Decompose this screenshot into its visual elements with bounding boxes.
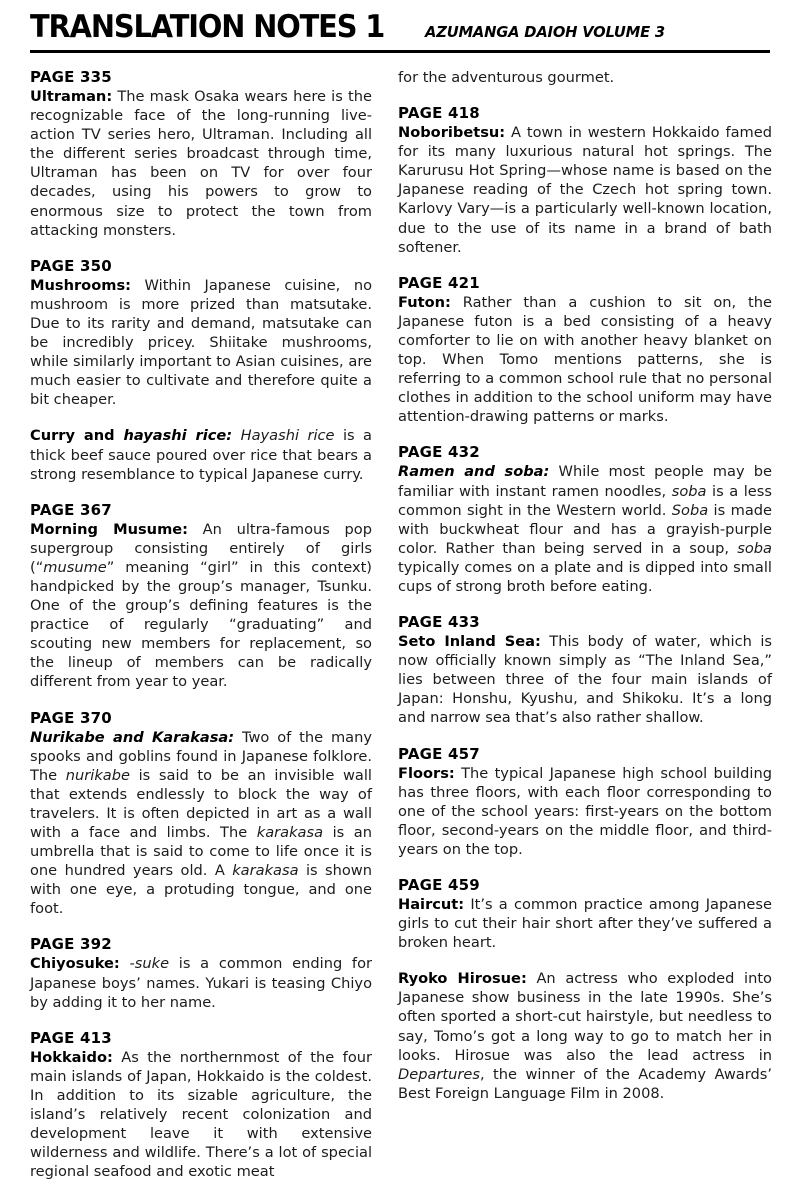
note-entry	[30, 68, 372, 240]
note-text-continued: for the adventurous gourmet.	[398, 69, 615, 86]
note-term: Chiyosuke:	[30, 955, 120, 973]
note-term: Futon:	[398, 293, 451, 311]
continued-paragraph	[398, 68, 772, 87]
header-line	[30, 9, 770, 45]
note-entry	[398, 613, 772, 727]
note-entry	[30, 1029, 372, 1181]
left-column	[0, 68, 375, 1181]
note-text: Two of the many spooks and goblins found in Japanese folklore. The nurikabe is said to be an invisible wall that extends endlessly to block the way of travelers. It is often depicted in art as a wall with a face and limbs. The karakasa is an umbrella that is said to come to life once it is one hundred years old. A karakasa is shown with one eye, a protuding tongue, and one foot.	[30, 728, 373, 918]
notes-columns	[0, 68, 800, 1181]
page-number-heading: PAGE 459	[398, 876, 480, 894]
page-title: TRANSLATION NOTES 1	[30, 9, 385, 45]
note-body	[30, 276, 372, 410]
note-text: While most people may be familiar with instant ramen noodles, soba is a less common sight in the Western world. Soba is made with buckwheat flour and has a grayish-purple color. Rather than being served in a soup, soba typically comes on a plate and is dipped into small cups of strong broth before eating.	[398, 463, 773, 595]
note-body	[398, 895, 772, 952]
note-term: Ryoko Hirosue:	[398, 970, 527, 988]
note-term: Haircut:	[398, 896, 465, 913]
page-number-heading: PAGE 335	[30, 68, 112, 86]
page-number-heading: PAGE 421	[398, 273, 480, 292]
note-entry	[398, 876, 772, 952]
note-body	[30, 954, 372, 1011]
note-term: Noboribetsu:	[398, 124, 506, 142]
note-entry	[30, 257, 372, 410]
note-body	[398, 462, 772, 596]
page-number-heading: PAGE 370	[30, 708, 112, 727]
note-body	[30, 1048, 372, 1181]
note-term-italic: hayashi rice:	[123, 427, 233, 445]
note-text-italic-lead: Hayashi rice	[240, 427, 335, 445]
note-body	[30, 87, 372, 240]
note-entry	[30, 935, 372, 1011]
page-number-heading: PAGE 418	[398, 104, 480, 123]
note-term: Floors:	[398, 764, 455, 782]
note-entry	[398, 443, 772, 596]
note-term: Mushrooms:	[30, 276, 131, 294]
note-text: A town in western Hokkaido famed for its many luxurious natural hot springs. The Karurusu Hot Spring—whose name is based on the Japanese reading of the Czech hot spring town. Karlovy Vary—is a particularly well-known location, due to the use of its name in a brand of bath softener.	[398, 124, 772, 256]
note-text: An ultra-famous pop supergroup consisting entirely of girls (“musume” meaning “girl” in this context) handpicked by the group’s manager, Tsunku. One of the group’s defining features is the practice of regularly “graduating” and scouting new members for replacement, so the lineup of members can be radically different from year to year.	[30, 520, 373, 691]
note-body	[398, 764, 772, 859]
page-number-heading: PAGE 392	[30, 935, 112, 954]
note-text: Within Japanese cuisine, no mushroom is more prized than matsutake. Due to its rarity and demand, matsutake can be incredibly pricey. Shiitake mushrooms, while similarly important to Asian cuisines, are much easier to cultivate and therefore quite a bit cheaper.	[30, 276, 372, 409]
note-body	[398, 123, 772, 257]
note-text: It’s a common practice among Japanese girls to cut their hair short after they’ve suffered a broken heart.	[398, 896, 772, 952]
note-entry	[30, 426, 372, 483]
note-entry	[30, 709, 372, 919]
note-text: The typical Japanese high school building has three floors, with each floor corresponding to one of the school years: first-years on the bottom floor, second-years on the middle floor, and third-years on the top.	[398, 764, 772, 858]
note-body	[398, 632, 772, 727]
note-text: An actress who exploded into Japanese show business in the late 1990s. She’s often sported a short-cut hairstyle, but needless to say, Tomo’s got a long way to go to match her in looks. Hirosue was also the lead actress in Departures, the winner of the Academy Awards’ Best Foreign Language Film in 2008.	[398, 970, 772, 1102]
note-term: Nurikabe and Karakasa:	[30, 728, 235, 746]
note-text: As the northernmost of the four main islands of Japan, Hokkaido is the coldest. In addition to its sizable agriculture, the island’s relatively recent colonization and development leave it with extensive wilderness and wildlife. There’s a lot of special regional seafood and exotic meat	[30, 1048, 372, 1181]
right-column	[375, 68, 800, 1173]
page-number-heading: PAGE 413	[30, 1028, 112, 1047]
note-text: is a thick beef sauce poured over rice that bears a strong resemblance to typical Japanese curry.	[30, 427, 372, 483]
note-term-plain: Curry and	[30, 427, 124, 445]
note-term: Ultraman:	[30, 88, 113, 105]
page-number-heading: PAGE 350	[30, 256, 112, 275]
page-number-heading: PAGE 433	[398, 613, 480, 632]
note-text: The mask Osaka wears here is the recognizable face of the long-running live-action TV series hero, Ultraman. Including all the different series broadcast through time, Ultraman has been on TV for over four decades, using his powers to grow to enormous size to protect the town from attacking monsters.	[30, 88, 372, 239]
note-text: -suke is a common ending for Japanese boys’ names. Yukari is teasing Chiyo by adding it to her name.	[30, 955, 373, 1011]
note-entry	[398, 969, 772, 1103]
note-entry	[30, 501, 372, 692]
note-body	[30, 426, 372, 483]
note-term: Seto Inland Sea:	[398, 633, 541, 651]
page-subtitle: AZUMANGA DAIOH VOLUME 3	[424, 23, 665, 41]
note-body	[398, 969, 772, 1103]
note-entry	[398, 274, 772, 427]
note-text: This body of water, which is now officially known simply as “The Inland Sea,” lies between three of the four main islands of Japan: Honshu, Kyushu, and Shikoku. It’s a long and narrow sea that’s also rather shallow.	[398, 633, 772, 727]
note-body	[398, 293, 772, 427]
note-term: Morning Musume:	[30, 520, 189, 538]
note-body	[30, 520, 372, 692]
page-number-heading: PAGE 367	[30, 500, 112, 519]
note-entry	[398, 745, 772, 859]
note-term: Hokkaido:	[30, 1048, 113, 1066]
note-entry	[398, 104, 772, 257]
header-divider-rule	[30, 50, 770, 53]
page-number-heading: PAGE 432	[398, 443, 480, 462]
note-text: Rather than a cushion to sit on, the Japanese futon is a bed consisting of a heavy comforter to lie on with another heavy blanket on top. When Tomo mentions patterns, she is referring to a common school rule that no personal clothes in addition to the school uniform may have attention-drawing patterns or marks.	[398, 293, 772, 426]
note-term: Ramen and soba:	[398, 463, 550, 481]
note-body	[30, 728, 372, 919]
page-number-heading: PAGE 457	[398, 744, 480, 763]
